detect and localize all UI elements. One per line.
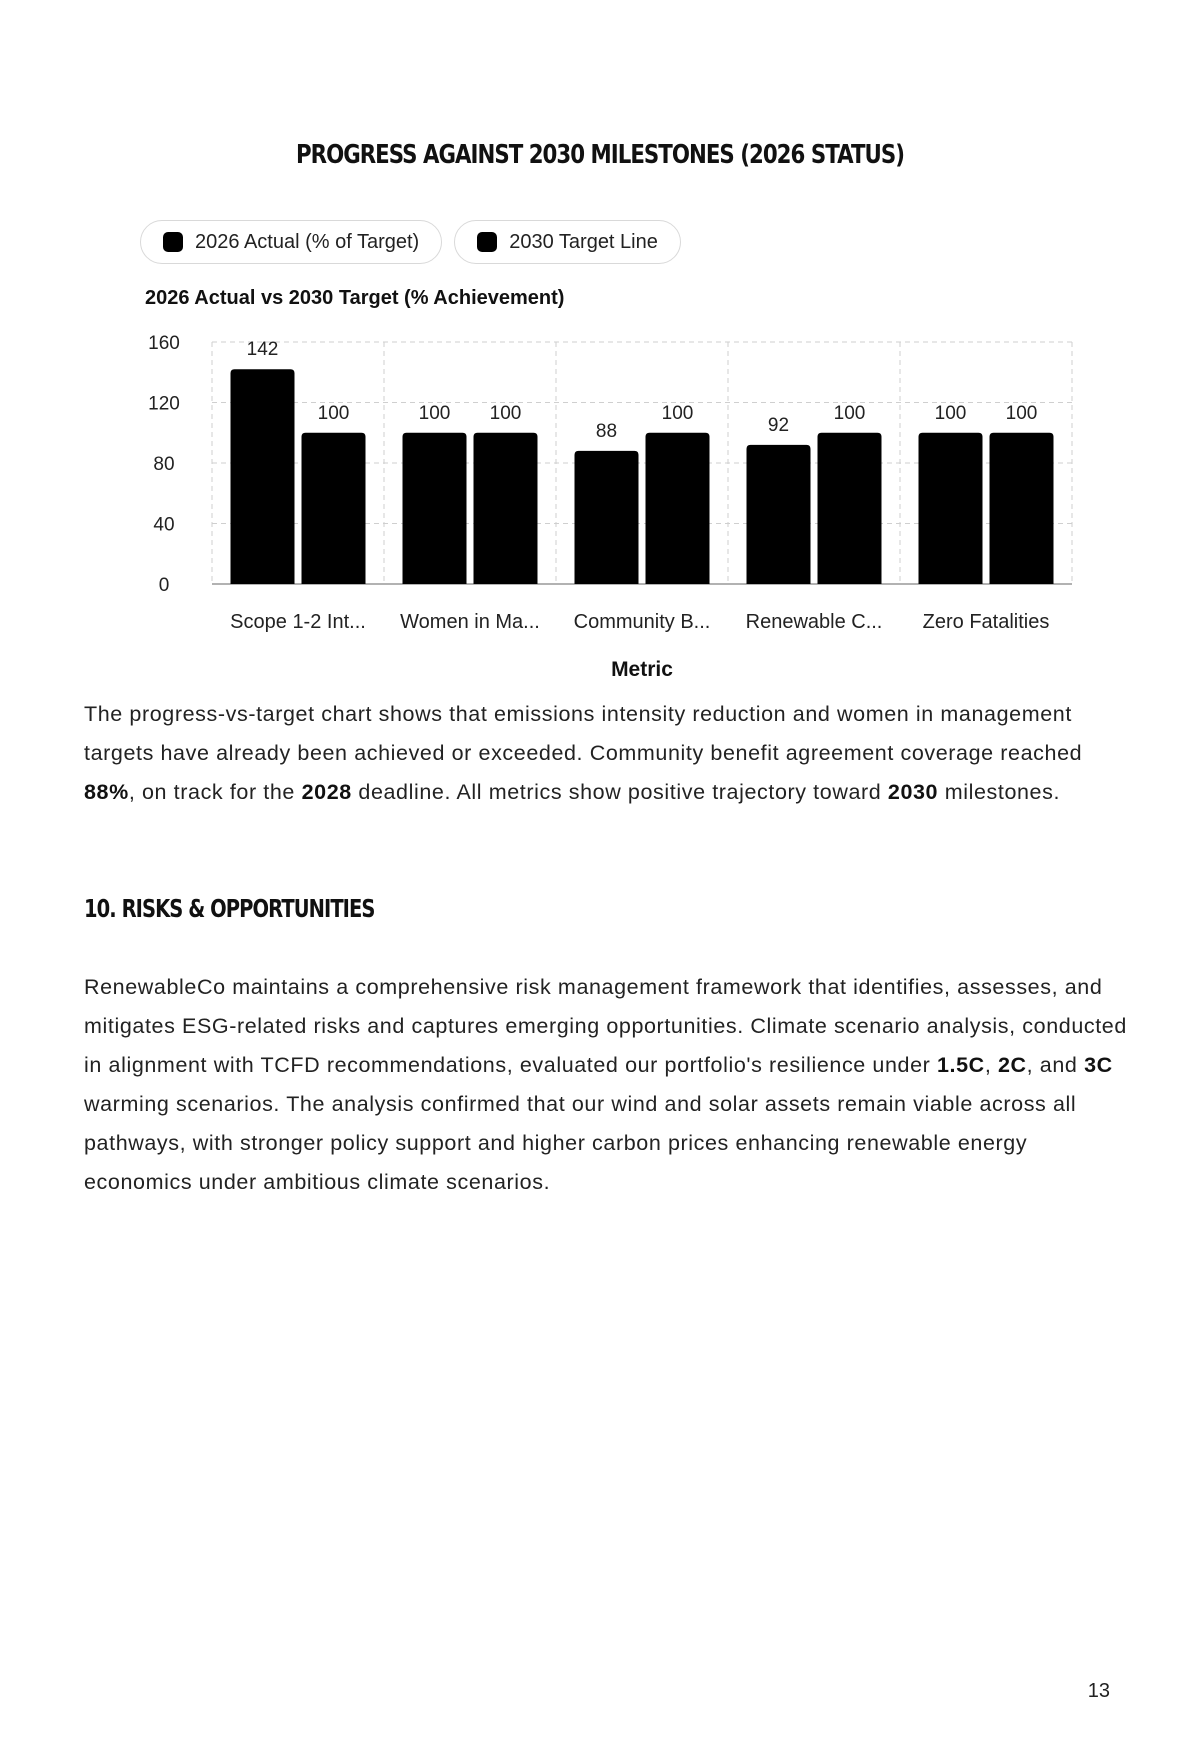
- x-tick-label: Scope 1-2 Int...: [230, 611, 366, 633]
- data-label: 100: [418, 402, 451, 424]
- chart-legend: [140, 220, 681, 264]
- chart-inner-title: 2026 Actual vs 2030 Target (% Achievement): [145, 287, 565, 309]
- legend-item-target[interactable]: [454, 220, 681, 264]
- bar-actual: [575, 451, 639, 584]
- x-tick-label: Renewable C...: [745, 611, 883, 633]
- paragraph1-highlight: 2030: [887, 780, 939, 804]
- y-tick-label: 80: [153, 454, 175, 475]
- x-tick-label: Community B...: [573, 611, 711, 633]
- y-tick-label: 40: [153, 514, 175, 536]
- x-axis-label: Metric: [611, 658, 673, 681]
- legend-swatch-actual: [163, 232, 183, 252]
- paragraph2-text: RenewableCo maintains a comprehensive risk management framework that identifies, assesses, and mitigates ESG-related risks and captures emerging opportunities. Climate scenario analysis, conducted in alignment with TCFD recommendations, evaluated our portfolio's resilience under: [84, 975, 1127, 1077]
- data-label: 100: [661, 402, 694, 424]
- section-heading-risks: 10. RISKS & OPPORTUNITIES: [84, 894, 375, 923]
- paragraph-progress-summary: [84, 695, 1134, 812]
- legend-item-actual[interactable]: [140, 220, 442, 264]
- paragraph1-text: milestones.: [938, 780, 1061, 804]
- bar-target: [302, 433, 366, 584]
- paragraph-risk-framework: [84, 968, 1134, 1202]
- y-tick-label: 160: [148, 333, 180, 354]
- bar-target: [990, 433, 1054, 584]
- paragraph2-highlight: 3C: [1084, 1053, 1113, 1077]
- data-label: 92: [767, 414, 790, 436]
- chart-title: PROGRESS AGAINST 2030 MILESTONES (2026 STATUS): [296, 140, 904, 170]
- page-number: 13: [1087, 1680, 1110, 1702]
- legend-label-target: 2030 Target Line: [509, 230, 658, 253]
- data-label: 142: [246, 339, 279, 361]
- data-label: 100: [1005, 402, 1038, 424]
- bar-actual: [747, 445, 811, 584]
- bar-actual: [231, 369, 295, 584]
- paragraph2-highlight: 2C: [997, 1053, 1027, 1077]
- x-tick-label: Women in Ma...: [400, 611, 540, 633]
- legend-swatch-target: [477, 232, 497, 252]
- bar-target: [474, 433, 538, 584]
- paragraph2-text: ,: [984, 1053, 998, 1077]
- bar-target: [818, 433, 882, 584]
- paragraph1-text: The progress-vs-target chart shows that emissions intensity reduction and women in management targets have already been achieved or exceeded. Community benefit agreement coverage reached: [84, 702, 1083, 765]
- y-tick-label: 120: [148, 393, 180, 415]
- data-label: 88: [595, 420, 618, 442]
- paragraph1-highlight: 2028: [301, 780, 352, 804]
- data-label: 100: [934, 402, 967, 424]
- data-label: 100: [833, 402, 866, 424]
- paragraph1-text: , on track for the: [128, 780, 302, 804]
- bar-chart: [0, 320, 1200, 650]
- data-label: 100: [317, 402, 350, 424]
- paragraph2-text: , and: [1026, 1053, 1085, 1077]
- legend-label-actual: 2026 Actual (% of Target): [195, 230, 420, 253]
- paragraph1-highlight: 88%: [84, 780, 129, 804]
- paragraph1-text: deadline. All metrics show positive trajectory toward: [351, 780, 888, 804]
- paragraph2-text: warming scenarios. The analysis confirmed that our wind and solar assets remain viable across all pathways, with stronger policy support and higher carbon prices enhancing renewable energy economics under ambitious climate scenarios.: [84, 1092, 1077, 1194]
- bar-actual: [919, 433, 983, 584]
- paragraph2-highlight: 1.5C: [936, 1053, 985, 1077]
- data-label: 100: [489, 402, 522, 424]
- bar-target: [646, 433, 710, 584]
- bar-actual: [403, 433, 467, 584]
- x-tick-label: Zero Fatalities: [922, 611, 1050, 633]
- y-tick-label: 0: [158, 575, 170, 596]
